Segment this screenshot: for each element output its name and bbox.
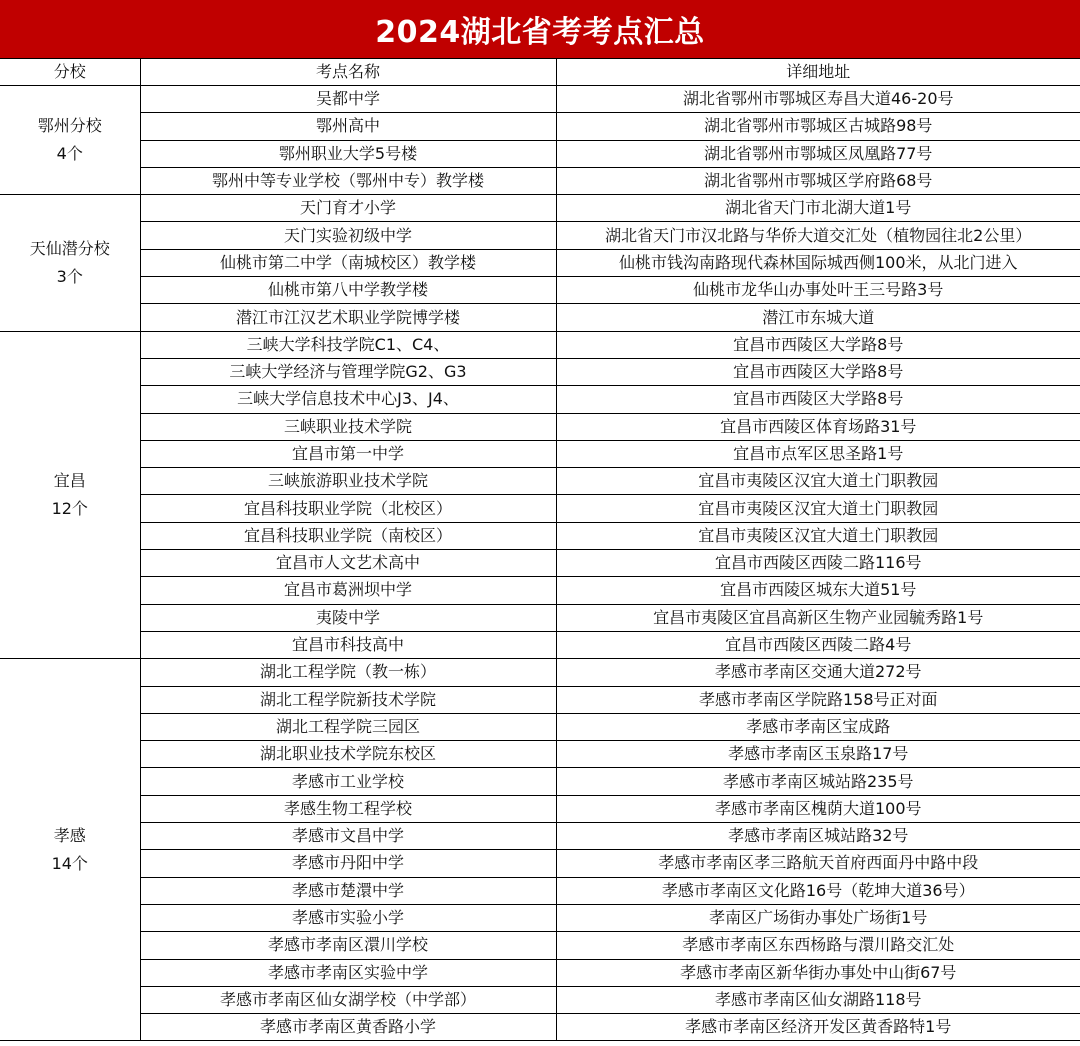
site-name-cell: 宜昌科技职业学院（北校区）	[140, 495, 556, 522]
table-row	[0, 550, 1080, 577]
exam-sites-table	[0, 58, 1080, 1041]
site-name-cell: 宜昌市第一中学	[140, 440, 556, 467]
site-name-cell: 宜昌市科技高中	[140, 631, 556, 658]
table-header-row	[0, 59, 1080, 86]
branch-cell	[0, 195, 140, 331]
table-row	[0, 167, 1080, 194]
site-address-cell: 孝感市孝南区文化路16号（乾坤大道36号）	[556, 877, 1080, 904]
site-name-cell: 湖北工程学院（教一栋）	[140, 659, 556, 686]
branch-name: 孝感	[53, 825, 86, 845]
site-address-cell: 孝感市孝南区孝三路航天首府西面丹中路中段	[556, 850, 1080, 877]
table-row	[0, 386, 1080, 413]
site-name-cell: 湖北工程学院新技术学院	[140, 686, 556, 713]
site-address-cell: 孝感市孝南区槐荫大道100号	[556, 795, 1080, 822]
table-row	[0, 249, 1080, 276]
site-name-cell: 孝感市文昌中学	[140, 823, 556, 850]
site-name-cell: 湖北工程学院三园区	[140, 713, 556, 740]
site-address-cell: 宜昌市点军区思圣路1号	[556, 440, 1080, 467]
site-address-cell: 仙桃市钱沟南路现代森林国际城西侧100米，从北门进入	[556, 249, 1080, 276]
table-row	[0, 904, 1080, 931]
site-address-cell: 宜昌市西陵区体育场路31号	[556, 413, 1080, 440]
site-address-cell: 宜昌市西陵区西陵二路4号	[556, 631, 1080, 658]
site-name-cell: 三峡旅游职业技术学院	[140, 468, 556, 495]
site-name-cell: 天门育才小学	[140, 195, 556, 222]
table-row	[0, 113, 1080, 140]
table-row	[0, 741, 1080, 768]
table-row	[0, 331, 1080, 358]
site-name-cell: 孝感市孝南区澴川学校	[140, 932, 556, 959]
site-name-cell: 天门实验初级中学	[140, 222, 556, 249]
table-row	[0, 358, 1080, 385]
table-row	[0, 604, 1080, 631]
branch-name: 宜昌	[53, 470, 86, 490]
site-address-cell: 宜昌市西陵区西陵二路116号	[556, 550, 1080, 577]
site-address-cell: 宜昌市夷陵区汉宜大道土门职教园	[556, 495, 1080, 522]
site-name-cell: 鄂州高中	[140, 113, 556, 140]
site-address-cell: 孝南区广场街办事处广场街1号	[556, 904, 1080, 931]
branch-cell	[0, 86, 140, 195]
branch-name: 天仙潜分校	[29, 238, 110, 258]
site-address-cell: 孝感市孝南区仙女湖路118号	[556, 986, 1080, 1013]
site-name-cell: 孝感生物工程学校	[140, 795, 556, 822]
site-name-cell: 孝感市孝南区实验中学	[140, 959, 556, 986]
table-row	[0, 440, 1080, 467]
site-address-cell: 孝感市孝南区学院路158号正对面	[556, 686, 1080, 713]
branch-site-count: 12个	[51, 498, 88, 518]
table-row	[0, 768, 1080, 795]
table-row	[0, 959, 1080, 986]
site-name-cell: 宜昌市人文艺术高中	[140, 550, 556, 577]
site-name-cell: 仙桃市第八中学教学楼	[140, 277, 556, 304]
table-row	[0, 140, 1080, 167]
branch-site-count: 3个	[56, 266, 83, 286]
site-address-cell: 湖北省鄂州市鄂城区古城路98号	[556, 113, 1080, 140]
site-name-cell: 三峡大学经济与管理学院G2、G3	[140, 358, 556, 385]
table-row	[0, 577, 1080, 604]
header-address: 详细地址	[556, 59, 1080, 86]
site-address-cell: 宜昌市西陵区大学路8号	[556, 386, 1080, 413]
table-body	[0, 86, 1080, 1041]
site-address-cell: 宜昌市夷陵区汉宜大道土门职教园	[556, 522, 1080, 549]
site-address-cell: 宜昌市西陵区城东大道51号	[556, 577, 1080, 604]
table-row	[0, 823, 1080, 850]
table-row	[0, 659, 1080, 686]
site-name-cell: 孝感市孝南区黄香路小学	[140, 1014, 556, 1041]
site-address-cell: 湖北省鄂州市鄂城区凤凰路77号	[556, 140, 1080, 167]
site-address-cell: 孝感市孝南区宝成路	[556, 713, 1080, 740]
branch-name: 鄂州分校	[37, 116, 102, 136]
site-address-cell: 孝感市孝南区交通大道272号	[556, 659, 1080, 686]
table-row	[0, 795, 1080, 822]
site-address-cell: 孝感市孝南区玉泉路17号	[556, 741, 1080, 768]
branch-cell	[0, 331, 140, 659]
site-name-cell: 宜昌科技职业学院（南校区）	[140, 522, 556, 549]
branch-site-count: 4个	[56, 144, 83, 164]
table-row	[0, 495, 1080, 522]
table-row	[0, 86, 1080, 113]
page-title: 2024湖北省考考点汇总	[0, 0, 1080, 58]
table-row	[0, 304, 1080, 331]
site-address-cell: 孝感市孝南区经济开发区黄香路特1号	[556, 1014, 1080, 1041]
site-name-cell: 孝感市丹阳中学	[140, 850, 556, 877]
site-name-cell: 潜江市江汉艺术职业学院博学楼	[140, 304, 556, 331]
site-name-cell: 孝感市孝南区仙女湖学校（中学部）	[140, 986, 556, 1013]
table-row	[0, 522, 1080, 549]
site-name-cell: 湖北职业技术学院东校区	[140, 741, 556, 768]
site-name-cell: 三峡大学科技学院C1、C4、	[140, 331, 556, 358]
site-address-cell: 孝感市孝南区城站路32号	[556, 823, 1080, 850]
site-address-cell: 仙桃市龙华山办事处叶王三号路3号	[556, 277, 1080, 304]
site-address-cell: 湖北省鄂州市鄂城区寿昌大道46-20号	[556, 86, 1080, 113]
table-row	[0, 850, 1080, 877]
branch-cell	[0, 659, 140, 1041]
table-row	[0, 195, 1080, 222]
site-address-cell: 孝感市孝南区东西杨路与澴川路交汇处	[556, 932, 1080, 959]
site-name-cell: 鄂州中等专业学校（鄂州中专）教学楼	[140, 167, 556, 194]
site-address-cell: 孝感市孝南区新华街办事处中山街67号	[556, 959, 1080, 986]
site-address-cell: 湖北省鄂州市鄂城区学府路68号	[556, 167, 1080, 194]
table-row	[0, 1014, 1080, 1041]
site-address-cell: 湖北省天门市北湖大道1号	[556, 195, 1080, 222]
table-row	[0, 986, 1080, 1013]
site-name-cell: 吴都中学	[140, 86, 556, 113]
site-name-cell: 三峡大学信息技术中心J3、J4、	[140, 386, 556, 413]
site-address-cell: 宜昌市西陵区大学路8号	[556, 331, 1080, 358]
header-branch: 分校	[0, 59, 140, 86]
table-row	[0, 686, 1080, 713]
site-address-cell: 宜昌市西陵区大学路8号	[556, 358, 1080, 385]
table-row	[0, 222, 1080, 249]
site-name-cell: 三峡职业技术学院	[140, 413, 556, 440]
table-row	[0, 277, 1080, 304]
site-name-cell: 宜昌市葛洲坝中学	[140, 577, 556, 604]
site-address-cell: 孝感市孝南区城站路235号	[556, 768, 1080, 795]
site-address-cell: 潜江市东城大道	[556, 304, 1080, 331]
branch-site-count: 14个	[51, 853, 88, 873]
site-name-cell: 夷陵中学	[140, 604, 556, 631]
header-site-name: 考点名称	[140, 59, 556, 86]
table-row	[0, 932, 1080, 959]
site-name-cell: 孝感市楚澴中学	[140, 877, 556, 904]
site-name-cell: 仙桃市第二中学（南城校区）教学楼	[140, 249, 556, 276]
site-address-cell: 宜昌市夷陵区宜昌高新区生物产业园毓秀路1号	[556, 604, 1080, 631]
table-row	[0, 877, 1080, 904]
table-row	[0, 713, 1080, 740]
site-name-cell: 鄂州职业大学5号楼	[140, 140, 556, 167]
site-name-cell: 孝感市实验小学	[140, 904, 556, 931]
table-row	[0, 631, 1080, 658]
site-address-cell: 湖北省天门市汉北路与华侨大道交汇处（植物园往北2公里）	[556, 222, 1080, 249]
site-name-cell: 孝感市工业学校	[140, 768, 556, 795]
site-address-cell: 宜昌市夷陵区汉宜大道土门职教园	[556, 468, 1080, 495]
table-row	[0, 468, 1080, 495]
table-row	[0, 413, 1080, 440]
